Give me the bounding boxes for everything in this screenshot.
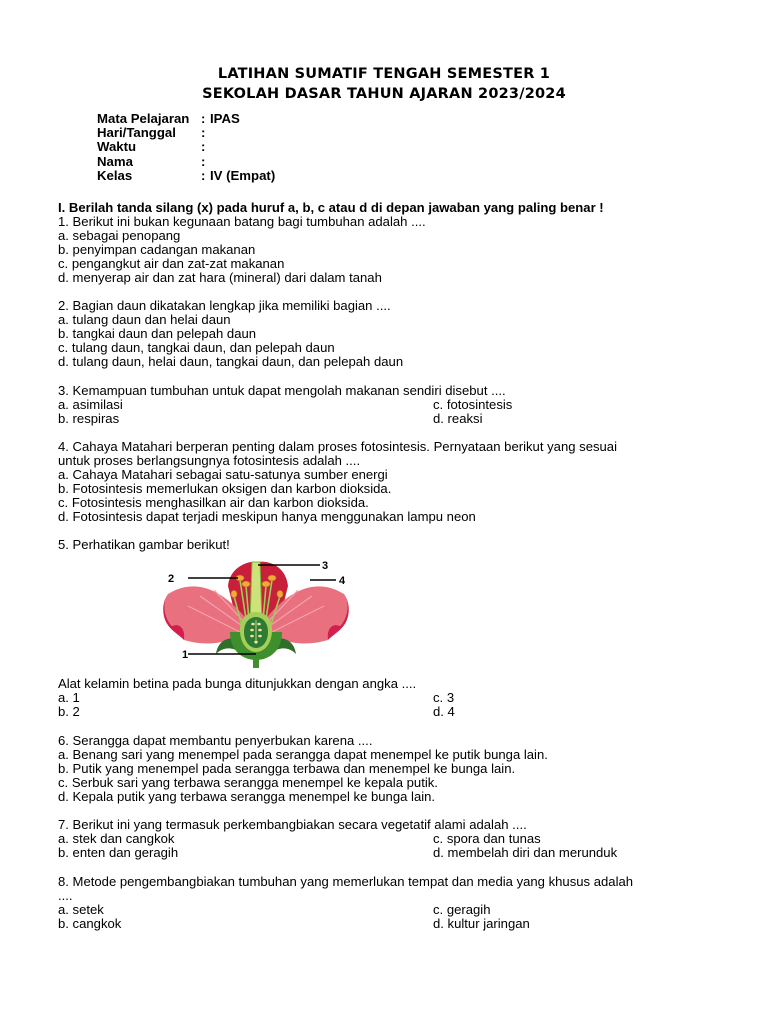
q6-option-b: b. Putik yang menempel pada serangga terbawa dan menempel ke bunga lain. bbox=[58, 761, 516, 776]
q3-option-d: d. reaksi bbox=[433, 411, 483, 426]
info-colon: : bbox=[201, 153, 206, 169]
q1-option-b: b. penyimpan cadangan makanan bbox=[58, 242, 256, 257]
question-5: 5. Perhatikan gambar berikut! bbox=[58, 537, 230, 552]
question-5-prompt: Alat kelamin betina pada bunga ditunjukkan dengan angka .... bbox=[58, 676, 417, 691]
q8-option-b: b. cangkok bbox=[58, 916, 122, 931]
q5-option-d: d. 4 bbox=[433, 704, 455, 719]
info-label: Hari/Tanggal bbox=[97, 125, 176, 141]
question-4-continued: untuk proses berlangsungnya fotosintesis adalah .... bbox=[58, 453, 361, 468]
flower-stalk bbox=[253, 658, 259, 668]
info-label: Nama bbox=[97, 153, 133, 169]
q4-option-c: c. Fotosintesis menghasilkan air dan karbon dioksida. bbox=[58, 495, 369, 510]
q8-option-d: d. kultur jaringan bbox=[433, 916, 530, 931]
q2-option-b: b. tangkai daun dan pelepah daun bbox=[58, 326, 257, 341]
question-8-continued: .... bbox=[58, 888, 73, 903]
q1-option-d: d. menyerap air dan zat hara (mineral) dari dalam tanah bbox=[58, 270, 382, 285]
q1-option-a: a. sebagai penopang bbox=[58, 228, 181, 243]
q2-option-c: c. tulang daun, tangkai daun, dan pelepah daun bbox=[58, 340, 335, 355]
exam-title: LATIHAN SUMATIF TENGAH SEMESTER 1 bbox=[217, 66, 551, 82]
info-value-subject: IPAS bbox=[210, 111, 240, 126]
q6-option-d: d. Kepala putik yang terbawa serangga menempel ke bunga lain. bbox=[58, 789, 436, 804]
q7-option-a: a. stek dan cangkok bbox=[58, 831, 175, 846]
q6-option-c: c. Serbuk sari yang terbawa serangga menempel ke kepala putik. bbox=[58, 775, 438, 790]
question-1: 1. Berikut ini bukan kegunaan batang bagi tumbuhan adalah .... bbox=[58, 214, 426, 229]
info-label: Waktu bbox=[97, 139, 137, 155]
question-3: 3. Kemampuan tumbuhan untuk dapat mengolah makanan sendiri disebut .... bbox=[58, 383, 506, 398]
q1-option-c: c. pengangkut air dan zat-zat makanan bbox=[58, 256, 285, 271]
q4-option-a: a. Cahaya Matahari sebagai satu-satunya sumber energi bbox=[58, 467, 388, 482]
section-instruction: I. Berilah tanda silang (x) pada huruf a, b, c atau d di depan jawaban yang paling benar ! bbox=[58, 200, 604, 215]
figure-label-2: 2 bbox=[168, 573, 175, 585]
q7-option-b: b. enten dan geragih bbox=[58, 845, 179, 860]
figure-label-1: 1 bbox=[182, 649, 189, 661]
question-4: 4. Cahaya Matahari berperan penting dalam proses fotosintesis. Pernyataan berikut yang sesuai bbox=[58, 439, 617, 454]
info-label: Kelas bbox=[97, 167, 133, 183]
figure-label-4: 4 bbox=[339, 575, 346, 587]
q3-option-a: a. asimilasi bbox=[58, 397, 123, 412]
question-7: 7. Berikut ini yang termasuk perkembangbiakan secara vegetatif alami adalah .... bbox=[58, 817, 527, 832]
q4-option-d: d. Fotosintesis dapat terjadi meskipun hanya menggunakan lampu neon bbox=[58, 509, 476, 524]
question-6: 6. Serangga dapat membantu penyerbukan karena .... bbox=[58, 733, 373, 748]
q2-option-a: a. tulang daun dan helai daun bbox=[58, 312, 231, 327]
q2-option-d: d. tulang daun, helai daun, tangkai daun, dan pelepah daun bbox=[58, 354, 404, 369]
q5-option-a: a. 1 bbox=[58, 690, 80, 705]
flower-diagram bbox=[160, 556, 352, 668]
info-colon: : bbox=[201, 125, 206, 141]
q5-option-b: b. 2 bbox=[58, 704, 80, 719]
q8-option-a: a. setek bbox=[58, 902, 104, 917]
info-colon: : bbox=[201, 111, 206, 126]
q5-option-c: c. 3 bbox=[433, 690, 455, 705]
q4-option-b: b. Fotosintesis memerlukan oksigen dan karbon dioksida. bbox=[58, 481, 392, 496]
exam-subtitle: SEKOLAH DASAR TAHUN AJARAN 2023/2024 bbox=[202, 86, 566, 102]
q7-option-d: d. membelah diri dan merunduk bbox=[433, 845, 618, 860]
q6-option-a: a. Benang sari yang menempel pada serangga dapat menempel ke putik bunga lain. bbox=[58, 747, 548, 762]
info-value-class: IV (Empat) bbox=[210, 167, 276, 183]
q3-option-b: b. respiras bbox=[58, 411, 120, 426]
q7-option-c: c. spora dan tunas bbox=[433, 831, 541, 846]
q8-option-c: c. geragih bbox=[433, 902, 491, 917]
figure-label-3: 3 bbox=[322, 560, 329, 572]
q3-option-c: c. fotosintesis bbox=[433, 397, 513, 412]
info-colon: : bbox=[201, 139, 206, 155]
info-label: Mata Pelajaran bbox=[97, 111, 190, 126]
question-2: 2. Bagian daun dikatakan lengkap jika memiliki bagian .... bbox=[58, 298, 391, 313]
question-8: 8. Metode pengembangbiakan tumbuhan yang memerlukan tempat dan media yang khusus adalah bbox=[58, 874, 634, 889]
info-colon: : bbox=[201, 167, 206, 183]
